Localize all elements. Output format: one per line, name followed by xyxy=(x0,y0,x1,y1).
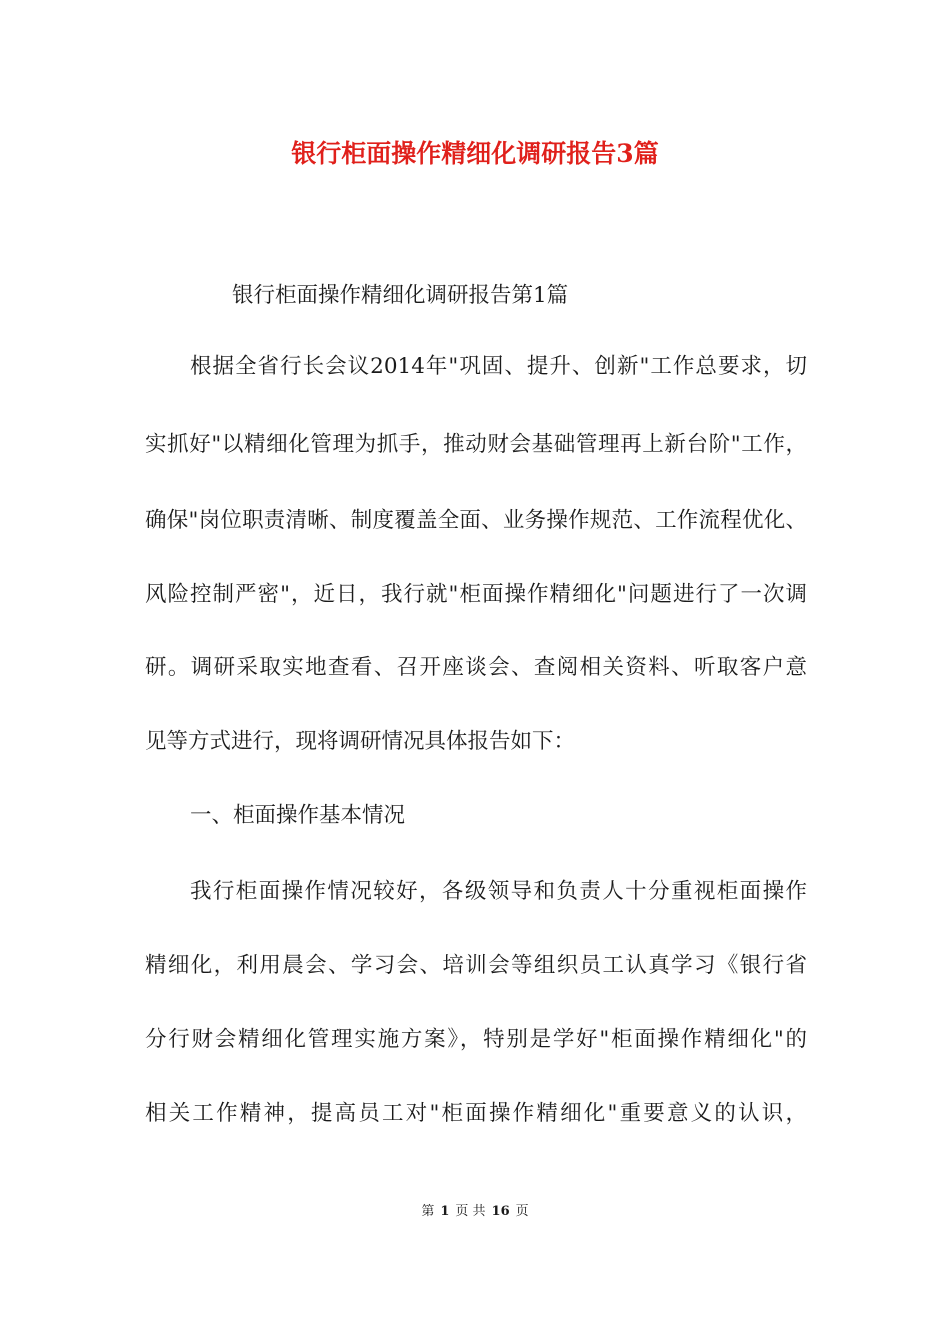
paragraph-line: 见等方式进行，现将调研情况具体报告如下： xyxy=(145,729,576,754)
document-title: 银行柜面操作精细化调研报告3篇 xyxy=(291,139,659,168)
paragraph-line: 根据全省行长会议2014年"巩固、提升、创新"工作总要求，切 xyxy=(190,354,807,379)
paragraph-line: 分行财会精细化管理实施方案》，特别是学好"柜面操作精细化"的 xyxy=(145,1027,807,1052)
page-footer xyxy=(0,1202,950,1222)
footer-middle: 页 共 xyxy=(455,1204,486,1219)
paragraph-line: 相关工作精神，提高员工对"柜面操作精细化"重要意义的认识， xyxy=(145,1101,807,1126)
paragraph-line: 精细化，利用晨会、学习会、培训会等组织员工认真学习《银行省 xyxy=(145,953,807,978)
paragraph-line: 研。调研采取实地查看、召开座谈会、查阅相关资料、听取客户意 xyxy=(145,655,807,680)
footer-prefix: 第 xyxy=(421,1204,435,1219)
footer-suffix: 页 xyxy=(515,1204,529,1219)
paragraph-line: 确保"岗位职责清晰、制度覆盖全面、业务操作规范、工作流程优化、 xyxy=(145,508,807,533)
paragraph-line: 风险控制严密"，近日，我行就"柜面操作精细化"问题进行了一次调 xyxy=(145,582,807,607)
paragraph-line: 我行柜面操作情况较好，各级领导和负责人十分重视柜面操作 xyxy=(190,879,807,904)
current-page-number: 1 xyxy=(440,1204,450,1219)
total-pages-number: 16 xyxy=(491,1204,510,1219)
article-subtitle: 银行柜面操作精细化调研报告第1篇 xyxy=(232,283,569,308)
paragraph-line: 实抓好"以精细化管理为抓手，推动财会基础管理再上新台阶"工作， xyxy=(145,432,807,457)
section-heading: 一、柜面操作基本情况 xyxy=(190,803,406,828)
